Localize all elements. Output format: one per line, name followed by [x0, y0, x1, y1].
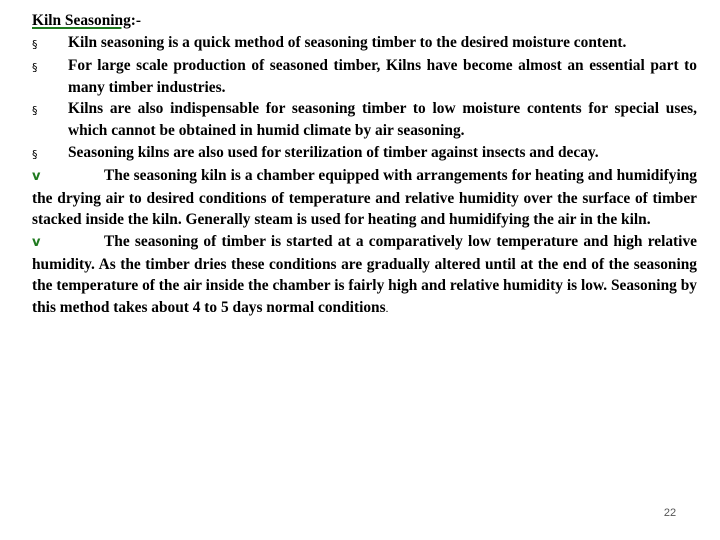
bullet-text: Kiln seasoning is a quick method of seasoning timber to the desired moisture content.	[68, 33, 627, 51]
bullet-text: For large scale production of seasoned timber, Kilns have become almost an essential part to many timber industries.	[68, 57, 697, 96]
end-punctuation: .	[385, 302, 389, 315]
square-bullet-icon: §	[32, 37, 38, 51]
list-item	[32, 32, 697, 56]
square-bullet-icon: §	[32, 147, 38, 161]
page-number: 22	[663, 507, 677, 519]
paragraph-text: The seasoning of timber is started at a comparatively low temperature and high relative humidity. As the timber dries these conditions are gradually altered until at the end of the seasoning the temperature of the air inside the chamber is fairly high and relative humidity is low. Seasoning by this method takes about 4 to 5 days normal conditions	[32, 232, 697, 316]
slide-content	[32, 10, 697, 320]
bullet-list	[32, 32, 697, 166]
bullet-text: Kilns are also indispensable for seasoning timber to low moisture contents for special uses, which cannot be obtained in humid climate by air seasoning.	[68, 100, 697, 139]
square-bullet-icon: §	[32, 104, 38, 118]
square-bullet-icon: §	[32, 61, 38, 75]
paragraph	[32, 165, 697, 231]
section-heading: Kiln Seasoning	[32, 12, 131, 29]
heading-suffix: :-	[130, 12, 142, 29]
list-item	[32, 55, 697, 98]
paragraph-text: The seasoning kiln is a chamber equipped with arrangements for heating and humidifying the drying air to desired conditions of temperature and relative humidity over the surface of timber stacked inside the kiln. Generally steam is used for heating and humidifying the air in the kiln.	[32, 167, 697, 229]
heading-line	[32, 10, 697, 32]
arrow-bullet-icon: v	[32, 234, 41, 250]
list-item	[32, 142, 697, 166]
list-item	[32, 98, 697, 141]
paragraph	[32, 231, 697, 320]
arrow-bullet-icon: v	[32, 169, 41, 185]
bullet-text: Seasoning kilns are also used for sterilization of timber against insects and decay.	[68, 143, 599, 161]
